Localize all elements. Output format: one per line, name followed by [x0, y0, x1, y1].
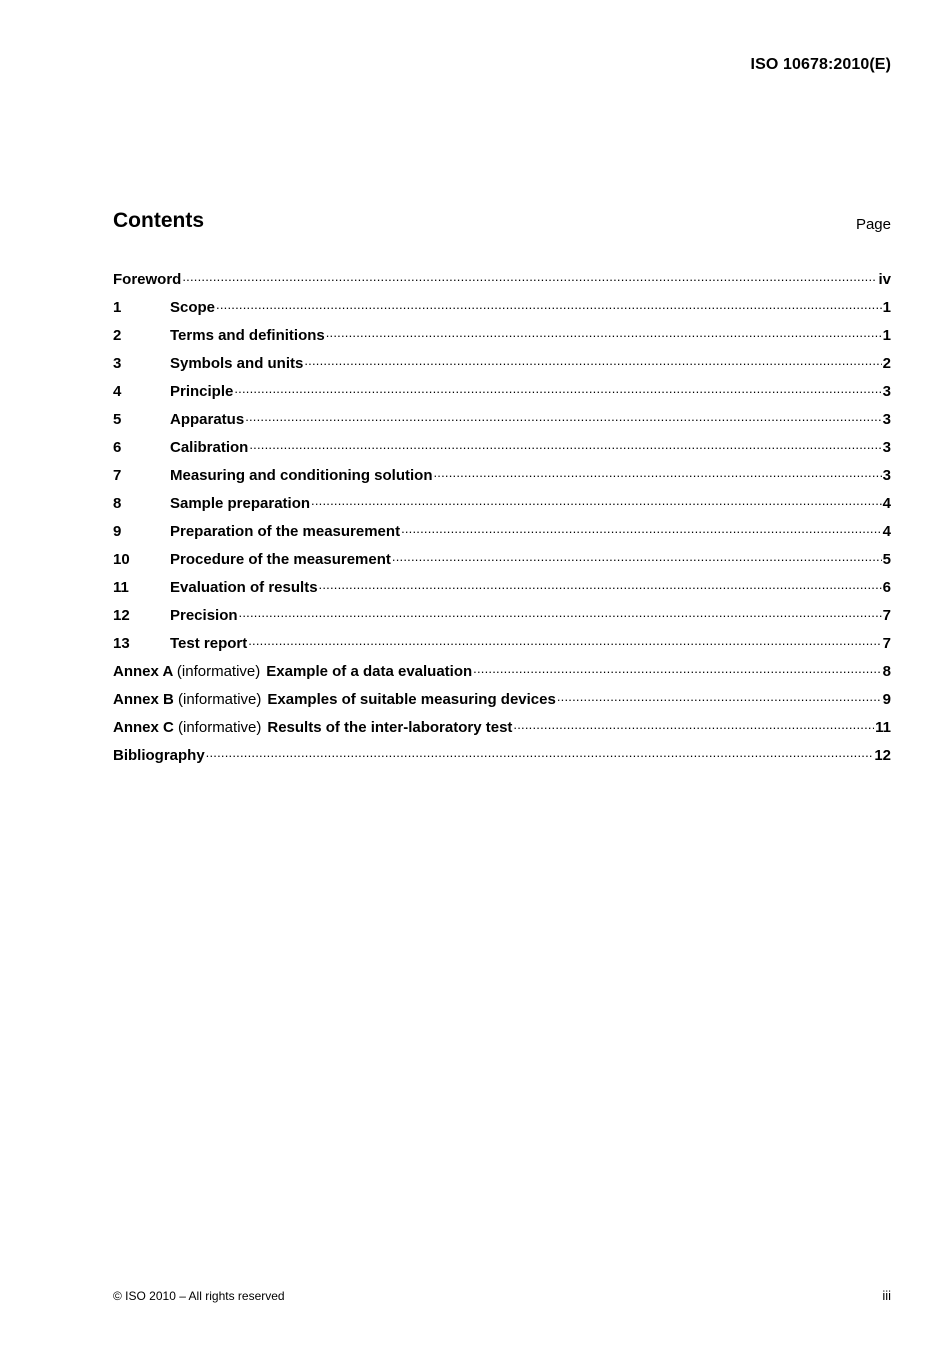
toc-entry-page: 3 — [882, 466, 891, 484]
toc-entry-title: Bibliography — [113, 746, 205, 764]
toc-entry-title: Calibration — [170, 438, 249, 456]
page-column-label: Page — [855, 216, 891, 233]
toc-dot-leader — [401, 524, 882, 538]
toc-dot-leader — [248, 636, 881, 650]
toc-annex-heading — [113, 719, 512, 736]
toc-entry-test-report[interactable] — [113, 629, 891, 657]
toc-dot-leader — [182, 272, 877, 286]
toc-entry-page: 3 — [882, 438, 891, 456]
toc-entry-number: 5 — [113, 410, 122, 428]
toc-entry-page: 3 — [882, 382, 891, 400]
toc-entry-title: Preparation of the measurement — [170, 522, 401, 540]
contents-heading: Contents — [113, 209, 204, 232]
toc-entry-preparation-of-measurement[interactable] — [113, 517, 891, 545]
toc-entry-page: 11 — [875, 718, 891, 736]
toc-entry-number: 12 — [113, 606, 130, 624]
annex-label: Annex B — [113, 690, 174, 708]
toc-entry-number: 3 — [113, 354, 122, 372]
toc-entry-page: 4 — [882, 494, 891, 512]
annex-title: Example of a data evaluation — [266, 662, 473, 680]
toc-entry-number: 10 — [113, 550, 130, 568]
toc-entry-foreword[interactable] — [113, 265, 891, 293]
document-identifier: ISO 10678:2010(E) — [750, 56, 891, 73]
toc-entry-title: Foreword — [113, 270, 182, 288]
toc-dot-leader — [234, 384, 881, 398]
annex-type: (informative) — [176, 662, 261, 680]
toc-entry-page: 1 — [882, 326, 891, 344]
annex-type: (informative) — [178, 718, 262, 736]
toc-entry-title: Symbols and units — [170, 354, 304, 372]
toc-dot-leader — [319, 580, 882, 594]
toc-entry-title: Apparatus — [170, 410, 245, 428]
toc-entry-page: 1 — [882, 298, 891, 316]
toc-annex-heading — [113, 691, 556, 708]
toc-entry-precision[interactable] — [113, 601, 891, 629]
copyright-notice: © ISO 2010 – All rights reserved — [113, 1289, 285, 1303]
toc-entry-title: Procedure of the measurement — [170, 550, 391, 568]
annex-type: (informative) — [178, 690, 262, 708]
toc-dot-leader — [304, 356, 881, 370]
toc-entry-page: 8 — [882, 662, 891, 680]
toc-dot-leader — [249, 440, 881, 454]
toc-annex-heading — [113, 663, 472, 680]
toc-entry-procedure-of-measurement[interactable] — [113, 545, 891, 573]
toc-entry-number: 1 — [113, 298, 122, 316]
toc-dot-leader — [206, 748, 874, 762]
toc-entry-annex-c[interactable] — [113, 713, 891, 741]
toc-entry-number: 4 — [113, 382, 122, 400]
toc-entry-page: 7 — [882, 634, 891, 652]
toc-entry-number: 7 — [113, 466, 122, 484]
toc-entry-calibration[interactable] — [113, 433, 891, 461]
toc-entry-annex-a[interactable] — [113, 657, 891, 685]
toc-entry-symbols-and-units[interactable] — [113, 349, 891, 377]
toc-dot-leader — [245, 412, 881, 426]
toc-entry-title: Evaluation of results — [170, 578, 318, 596]
toc-entry-page: 7 — [882, 606, 891, 624]
toc-entry-number: 9 — [113, 522, 122, 540]
toc-dot-leader — [557, 692, 882, 706]
toc-dot-leader — [311, 496, 882, 510]
toc-entry-terms-and-definitions[interactable] — [113, 321, 891, 349]
toc-entry-scope[interactable] — [113, 293, 891, 321]
toc-dot-leader — [473, 664, 881, 678]
toc-dot-leader — [434, 468, 882, 482]
toc-entry-page: 6 — [882, 578, 891, 596]
toc-entry-number: 8 — [113, 494, 122, 512]
annex-label: Annex A — [113, 662, 173, 680]
toc-entry-evaluation-of-results[interactable] — [113, 573, 891, 601]
toc-entry-title: Scope — [170, 298, 216, 316]
toc-entry-number: 2 — [113, 326, 122, 344]
toc-entry-bibliography[interactable] — [113, 741, 891, 769]
toc-entry-sample-preparation[interactable] — [113, 489, 891, 517]
toc-dot-leader — [392, 552, 882, 566]
annex-title: Examples of suitable measuring devices — [267, 690, 556, 708]
annex-title: Results of the inter-laboratory test — [267, 718, 513, 736]
toc-entry-annex-b[interactable] — [113, 685, 891, 713]
toc-entry-page: 12 — [874, 746, 891, 764]
toc-entry-apparatus[interactable] — [113, 405, 891, 433]
table-of-contents — [113, 265, 891, 769]
toc-entry-title: Principle — [170, 382, 234, 400]
toc-entry-title: Terms and definitions — [170, 326, 325, 344]
toc-entry-title: Test report — [170, 634, 248, 652]
toc-entry-measuring-solution[interactable] — [113, 461, 891, 489]
toc-entry-page: 2 — [882, 354, 891, 372]
page-number: iii — [882, 1288, 891, 1303]
toc-dot-leader — [326, 328, 882, 342]
toc-entry-principle[interactable] — [113, 377, 891, 405]
toc-entry-number: 13 — [113, 634, 130, 652]
toc-entry-title: Sample preparation — [170, 494, 311, 512]
toc-entry-title: Precision — [170, 606, 238, 624]
toc-entry-number: 6 — [113, 438, 122, 456]
toc-entry-page: 3 — [882, 410, 891, 428]
toc-entry-title: Measuring and conditioning solution — [170, 466, 433, 484]
toc-entry-page: iv — [878, 270, 891, 288]
toc-entry-page: 9 — [882, 690, 891, 708]
annex-label: Annex C — [113, 718, 174, 736]
toc-dot-leader — [216, 300, 882, 314]
toc-dot-leader — [513, 720, 874, 734]
toc-entry-number: 11 — [113, 578, 129, 596]
toc-dot-leader — [239, 608, 882, 622]
toc-entry-page: 5 — [882, 550, 891, 568]
toc-entry-page: 4 — [882, 522, 891, 540]
